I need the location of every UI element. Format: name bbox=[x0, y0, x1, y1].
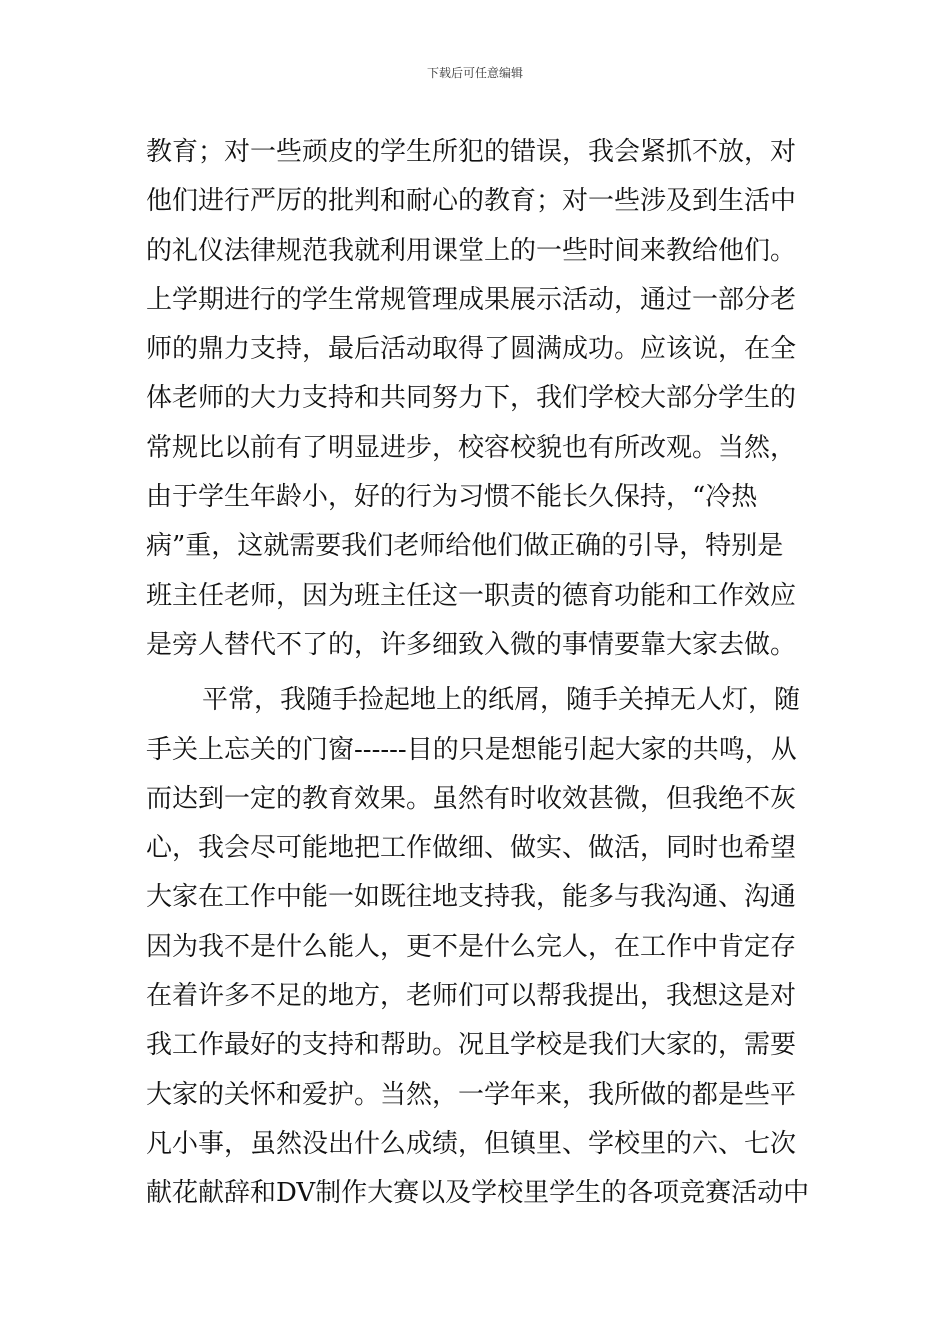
document-body bbox=[146, 128, 808, 1219]
text-line: 平常，我随手捡起地上的纸屑，随手关掉无人灯，随 bbox=[202, 685, 801, 716]
text-line: 的礼仪法律规范我就利用课堂上的一些时间来教给他们。 bbox=[146, 235, 797, 266]
page-header: 下载后可任意编辑 bbox=[426, 66, 523, 80]
text-line: 因为我不是什么能人，更不是什么完人，在工作中肯定存 bbox=[146, 931, 797, 962]
text-line: 他们进行严厉的批判和耐心的教育；对一些涉及到生活中 bbox=[146, 186, 797, 217]
text-line: 是旁人替代不了的，许多细致入微的事情要靠大家去做。 bbox=[146, 629, 797, 660]
text-line: 我工作最好的支持和帮助。况且学校是我们大家的，需要 bbox=[146, 1030, 797, 1061]
text-line: 教育；对一些顽皮的学生所犯的错误，我会紧抓不放，对 bbox=[146, 137, 797, 167]
text-line: 常规比以前有了明显进步，校容校貌也有所改观。当然， bbox=[146, 432, 797, 463]
text-line: 而达到一定的教育效果。虽然有时收效甚微，但我绝不灰 bbox=[146, 783, 797, 814]
paragraph-2 bbox=[146, 676, 808, 1218]
text-line: 凡小事，虽然没出什么成绩，但镇里、学校里的六、七次 bbox=[146, 1128, 797, 1159]
text-line: 上学期进行的学生常规管理成果展示活动，通过一部分老 bbox=[146, 284, 797, 315]
text-line: 手关上忘关的门窗------目的只是想能引起大家的共鸣，从 bbox=[146, 734, 797, 765]
text-line: 体老师的大力支持和共同努力下，我们学校大部分学生的 bbox=[146, 383, 797, 414]
text-line: 由于学生年龄小，好的行为习惯不能长久保持，“冷热 bbox=[146, 482, 758, 513]
text-line: 献花献辞和DV制作大赛以及学校里学生的各项竞赛活动中 bbox=[146, 1178, 810, 1209]
text-line: 在着许多不足的地方，老师们可以帮我提出，我想这是对 bbox=[146, 981, 797, 1012]
text-line: 大家在工作中能一如既往地支持我，能多与我沟通、沟通 bbox=[146, 882, 797, 913]
text-line: 师的鼎力支持，最后活动取得了圆满成功。应该说，在全 bbox=[146, 334, 797, 365]
paragraph-1 bbox=[146, 128, 808, 670]
text-line: 病”重，这就需要我们老师给他们做正确的引导，特别是 bbox=[146, 531, 784, 562]
text-line: 班主任老师，因为班主任这一职责的德育功能和工作效应 bbox=[146, 580, 797, 611]
text-line: 心，我会尽可能地把工作做细、做实、做活，同时也希望 bbox=[146, 833, 797, 864]
text-line: 大家的关怀和爱护。当然，一学年来，我所做的都是些平 bbox=[146, 1079, 797, 1110]
